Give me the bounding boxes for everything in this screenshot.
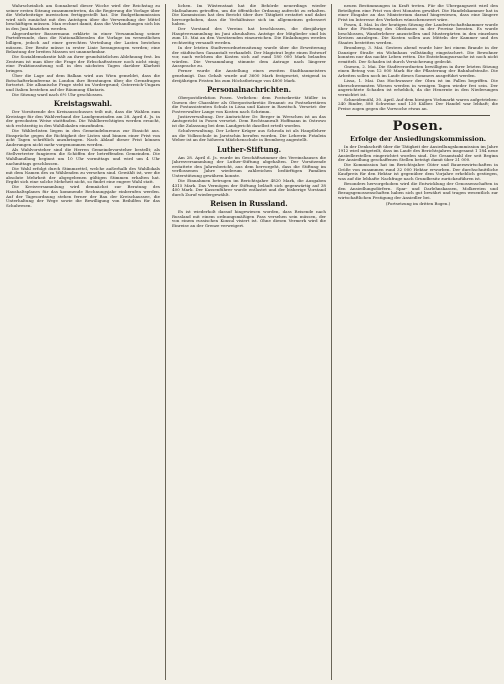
article-paragraph: Die Einnahmen betrugen im Berichtsjahre 4820 Mark, die Ausgaben 4315 Mark. Das Vermögen der Stiftung beläuft sich gegenwärtig auf 38 400 Mark. Der Kassenführer wurde entlastet und der bisherige Vorstand durch Zuruf wiedergewählt. [172,178,326,197]
article-paragraph: Die Wählerlisten liegen in den Gemeindebureaus zur Einsicht aus. Einsprüche gegen die Richtigkeit der Listen sind binnen einer Frist von acht Tagen schriftlich anzubringen. Nach Ablauf dieser Frist können Änderungen nicht mehr vorgenommen werden. [6,128,160,147]
article-heading: Reisen in Russland. [210,199,288,209]
column-2 [172,4,332,680]
article-paragraph: Abgeordneter Bassermann erklärte in einer Versammlung seiner Parteifreunde, dass die Nationalliberalen die Vorlage im wesentlichen billigen, jedoch auf einer gerechten Verteilung der Lasten bestehen müssen. Der Besitz müsse in erster Linie herangezogen werden; eine Belastung der breiten Massen sei unannehmbar. [6,30,160,55]
article-paragraph: Die Wahl erfolgt durch Stimmzettel, welche außerhalb des Wahllokals mit dem Namen des zu Wählenden zu versehen sind. Gewählt ist, wer die absolute Mehrheit der abgegebenen gültigen Stimmen erhalten hat. Ergibt sich eine solche Mehrheit nicht, so findet eine engere Wahl statt. [6,165,160,185]
section-subtitle: Erfolge der Ansiedlungskommission. [349,134,487,143]
article-paragraph: In der Denkschrift über die Tätigkeit der Ansiedlungskommission im Jahre 1912 wird mitgeteilt, dass im Laufe des Berichtsjahres insgesamt 1 184 neue Ansiedlerstellen eingerichtet worden sind. Die Gesamtzahl der seit Beginn der Ansiedlung geschaffenen Stellen beträgt damit über 21 000. [338,143,498,163]
article-paragraph: Die Sitzung ward nach 6½ Uhr geschlossen. [12,91,104,97]
article-paragraph: Die Kommission hat im Berichtsjahre Güter und Bauernwirtschaften in Größe von zusammen rund 32 000 Hektar erworben. Der durchschnittliche Kaufpreis für den Hektar ist gegenüber dem Vorjahre erheblich gestiegen, was auf die lebhafte Nachfrage nach Grundbesitz zurückzuführen ist. [338,162,498,181]
article-paragraph: Ferner wurde die Anstellung eines zweiten Stadtbaumeisters genehmigt. Das Gehalt wurde auf 3600 Mark festgesetzt, steigend in dreijährigen Fristen bis zum Höchstbetrage von 4800 Mark. [172,68,326,83]
column-3 [338,4,498,680]
article-heading: Luther-Stiftung. [216,144,282,154]
continuation-note: (Fortsetzung im dritten Bogen.) [385,201,451,207]
article-paragraph: Die Sozialdemokratie hält an ihrer grundsätzlichen Ablehnung fest. Im Zentrum ist man über die Frage der Erbschaftssteuer noch nicht einig; eine Fraktionssitzung soll in den nächsten Tagen darüber Klarheit bringen. [6,54,160,73]
article-heading: Personalnachrichten. [207,85,291,95]
article-paragraph: Der Vorstand des Vereins hat beschlossen, die diesjährige Hauptversammlung im Juni abzuhalten. Anträge der Mitglieder sind bis zum 15. Mai an den Vorsitzenden einzureichen. Die Einladungen werden rechtzeitig versandt werden. [172,26,326,45]
article-paragraph: neuen Bestimmungen in Kraft treten. Für die Übergangszeit wird den Beteiligten eine Frist von drei Monaten gewährt. Die Handelskammer hat in einer Eingabe an das Ministerium darauf hingewiesen, dass eine längere Frist im Interesse des Verkehrs wünschenswert wäre. [338,4,498,22]
article-paragraph: Gnesen, 2. Mai. Die Stadtverordneten bewilligten in ihrer letzten Sitzung einen Betrag von 12 000 Mark für die Pflasterung der Bahnhofstraße. Die Arbeiten sollen noch im Laufe dieses Sommers ausgeführt werden. [338,63,498,78]
article-paragraph: Schneidemühl, 30. April. Auf dem hiesigen Viehmarkt waren aufgetrieben: 240 Rinder, 580 Schweine und 120 Kälber. Der Handel war lebhaft; die Preise zogen gegen die Vorwoche etwas an. [338,96,498,111]
article-paragraph: Wahrscheinlich am Sonnabend dieser Woche wird der Reichstag zu seiner ersten Sitzung zusammentreten, da die Regierung die Vorlage über die Wehrbeiträge inzwischen fertiggestellt hat. Die Budgetkommission wird sich zunächst mit den Anträgen über die Verwendung der Mittel beschäftigen müssen. Man rechnet damit, dass die Verhandlungen sich bis in den Juni hinziehen werden. [6,4,160,31]
article-paragraph: Bromberg, 3. Mai. Gestern abend wurde hier bei einem Brande in der Danziger Straße ein Wohnhaus vollständig eingeäschert. Die Bewohner konnten nur das nackte Leben retten. Die Entstehungsursache ist noch nicht ermittelt. Der Schaden ist durch Versicherung gedeckt. [338,45,498,64]
article-paragraph: Besonders hervorgehoben wird die Entwicklung der Genossenschaften in den Ansiedlungsdörfern. Spar- und Darlehnskassen, Molkereien und Bezugsgenossenschaften haben sich gut bewährt und tragen wesentlich zur wirtschaftlichen Festigung der Ansiedler bei. [338,181,498,200]
article-paragraph: Oberpostdirektion Posen. Verliehen: dem Postsekretär Müller in Gnesen der Charakter als Oberpostsekretär. Ernannt: zu Postsekretären die Postassistenten Schulz in Lissa und Kaiser in Rawitsch. Versetzt: der Postverwalter Lange von Kosten nach Schrimm. [172,95,326,114]
article-paragraph: In der letzten Stadtverordnetensitzung wurde über die Erweiterung der städtischen Gasanstalt verhandelt. Der Magistrat legte einen Entwurf vor, nach welchem die Kosten sich auf rund 180 000 Mark belaufen würden. Die Versammlung stimmte dem Antrage nach längerer Aussprache zu. [172,45,326,69]
article-paragraph: Lissa, 1. Mai. Das Hochwasser der Obra ist im Fallen begriffen. Die überschwemmten Wiesen werden in wenigen Tagen wieder frei sein. Der angerichtete Schaden ist erheblich, da die Heuernte in den Niederungen vernichtet ist. [338,78,498,97]
article-heading: Kreistagswahl. [53,99,113,109]
article-paragraph: Der Vorsitzende des Kreisausschusses teilt mit, dass die Wahlen zum Kreistage für den Wahlverband der Landgemeinden am 28. April d. Js. in der gewohnten Weise stattfinden. Die Wahlberechtigten werden ersucht, sich rechtzeitig in den Wahllokalen einzufinden. [6,109,160,128]
article-paragraph: Justizverwaltung. Der Amtsrichter Dr. Berger in Wreschen ist an das Amtsgericht in Posen versetzt. Dem Rechtsanwalt Hoffmann in Ostrowo ist die Zulassung bei dem Landgericht daselbst erteilt worden. [172,113,326,128]
article-paragraph: Die Kreisversammlung wird demnächst zur Beratung des Haushaltsplanes für das kommende Rechnungsjahr einberufen werden. Auf der Tagesordnung stehen ferner der Bau der Kreischaussee, die Unterhaltung der Wege sowie die Bewilligung von Beihilfen für das Schulwesen. [6,184,160,208]
article-paragraph: Über die Lage auf dem Balkan wird aus Wien gemeldet, dass die Botschafterkonferenz in London ihre Beratungen über die Grenzfragen fortsetzt. Die albanische Frage steht im Vordergrund; Österreich-Ungarn und Italien bestehen auf der Räumung Skutaris. [6,72,160,92]
column-1 [6,4,166,680]
article-paragraph: lichen. Im Wüstenstaat hat die Behörde neuerdings wieder Maßnahmen getroffen, um die öffentliche Ordnung aufrecht zu erhalten. Die Kommission hat den Bericht über ihre Tätigkeit erstattet und dabei hervorgehoben, dass die Verhältnisse sich im allgemeinen gebessert haben. [172,4,326,27]
article-paragraph: Posen, 4. Mai. In der heutigen Sitzung der Landwirtschaftskammer wurde über die Förderung des Obstbaues in der Provinz beraten. Es wurde beschlossen, Wanderlehrer anzustellen und Mustergärten in den einzelnen Kreisen anzulegen. Die Kosten sollen aus Mitteln der Kammer und des Staates bestritten werden. [338,21,498,45]
article-paragraph: Schulverwaltung. Der Lehrer Krüger aus Schroda ist als Hauptlehrer an die Volksschule in Jarotschin berufen worden. Die Lehrerin Fräulein Weber ist an der höheren Mädchenschule in Bromberg angestellt. [172,128,326,143]
section-title: Posen. [392,118,444,134]
article-paragraph: Als Wahlvorsteher sind die Herren Gemeindevorsteher bestellt; als Stellvertreter fungieren die Schöffen der betreffenden Gemeinden. Die Wahlhandlung beginnt um 10 Uhr vormittags und wird um 4 Uhr nachmittags geschlossen. [6,146,160,166]
article-paragraph: Am 28. April d. Js. wurde im Geschäftszimmer des Vereinshauses die Jahresversammlung der Luther-Stiftung abgehalten. Der Vorsitzende erstattete den Jahresbericht, aus dem hervorgeht, dass die Stiftung im verflossenen Jahre wiederum zahlreichen bedürftigen Familien Unterstützung gewähren konnte. [172,154,326,178]
section-divider [346,115,490,116]
article-paragraph: Es ist wiederholt darauf hingewiesen worden, dass Reisende nach Russland mit einem ordnungsmäßigen Pass versehen sein müssen, der von einem russischen Konsul visiert ist. Ohne diesen Vermerk wird die Einreise an der Grenze verweigert. [172,209,326,228]
